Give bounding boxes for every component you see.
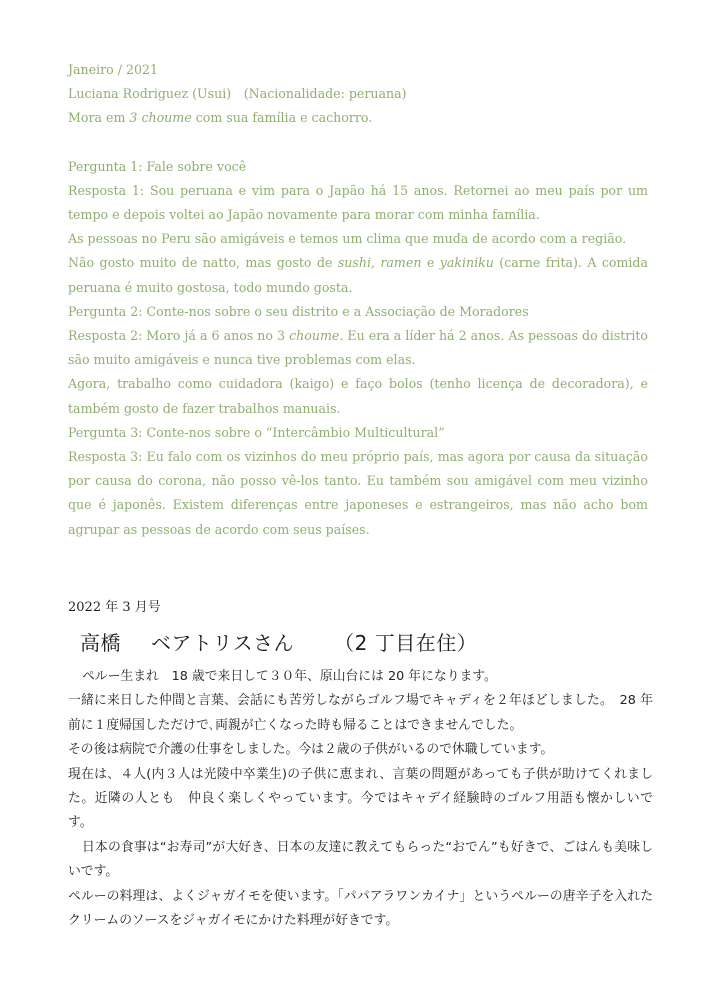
- residence-suffix: com sua família e cachorro.: [191, 110, 373, 126]
- paragraph-2: 一緒に来日した仲間と言葉、会話にも苦労しながらゴルフ場でキャディを２年ほどしました。 28 年前に１度帰国しただけで､両親が亡くなった時も帰ることはできませんでした。: [68, 693, 653, 733]
- text-run: (carne frita). A comida peruana é muito gostosa, todo mundo gosta.: [68, 255, 648, 295]
- answer-2-paragraph-1: [68, 324, 648, 372]
- residence-prefix: Mora em: [68, 110, 130, 126]
- portuguese-interview: [68, 58, 648, 542]
- interview-date: Janeiro / 2021: [68, 62, 159, 77]
- text-run: . Eu era a líder há 2 anos. As pessoas do distrito são muito amigáveis e nunca tive problemas com elas.: [68, 328, 648, 368]
- answer-3: Resposta 3: Eu falo com os vizinhos do meu próprio país, mas agora por causa da situação por causa do corona, não posso vê-los tanto. Eu também sou amigável com meu vizinho que é japonês. Existem diferenças entre japoneses e estrangeiros, mas não acho bom agrupar as pessoas de acordo com seus países.: [68, 449, 648, 537]
- text-run: Não gosto muito de natto, mas gosto de: [68, 255, 338, 271]
- food-terms: sushi, ramen: [337, 255, 422, 271]
- title-given-name: ベアトリスさん: [151, 631, 295, 655]
- residence-place: 3 choume: [129, 110, 192, 126]
- paragraph-1: ペルー生まれ 18 歳で来日して３０年、原山台には 20 年になります。: [82, 669, 497, 684]
- food-term-yakiniku: yakiniku: [439, 255, 494, 271]
- paragraph-6: ペルーの料理は、よくジャガイモを使います。「パパアラワンカイナ」というペルーの唐辛子を入れたクリームのソースをジャガイモにかけた料理が好きです。: [68, 888, 653, 929]
- question-2: Pergunta 2: Conte-nos sobre o seu distrito e a Associação de Moradores: [68, 303, 529, 319]
- issue-label: 2022 年 3 月号: [68, 600, 161, 615]
- japanese-profile-body: [68, 665, 653, 933]
- title-family-name: 高橋: [80, 631, 121, 655]
- question-1: Pergunta 1: Fale sobre você: [68, 158, 247, 174]
- text-run: e: [421, 255, 440, 271]
- paragraph-3: その後は病院で介護の仕事をしました。今は２歳の子供がいるので休職しています。: [68, 742, 554, 758]
- text-run: Resposta 2: Moro já a 6 anos no 3: [68, 328, 290, 344]
- profile-title: [80, 627, 640, 656]
- question-3: Pergunta 3: Conte-nos sobre o “Intercâmbio Multicultural”: [68, 424, 445, 440]
- answer-2-paragraph-2: Agora, trabalho como cuidadora (kaigo) e faço bolos (tenho licença de decoradora), e também gosto de fazer trabalhos manuais.: [68, 376, 648, 416]
- answer-1-paragraph-2: As pessoas no Peru são amigáveis e temos um clima que muda de acordo com a região.: [68, 231, 627, 247]
- title-residence: （2 丁目在住）: [334, 631, 478, 655]
- residence-line: [68, 106, 648, 130]
- paragraph-5: 日本の食事は“お寿司”が大好き、日本の友達に教えてもらった“おでん”も好きで、ごはんも美味しいです。: [68, 839, 653, 880]
- answer-1-paragraph-1: Resposta 1: Sou peruana e vim para o Japão há 15 anos. Retornei ao meu país por um tempo e depois voltei ao Japão novamente para morar com minha família.: [68, 182, 648, 223]
- spacer: [68, 131, 648, 155]
- answer-1-paragraph-3: [68, 251, 648, 299]
- paragraph-4: 現在は、４人(内３人は光陵中卒業生)の子供に恵まれ、言葉の問題があっても子供が助けてくれました。近隣の人とも 仲良く楽しくやっています。今ではキャデイ経験時のゴルフ用語も懐かしいです。: [68, 766, 653, 831]
- interviewee-name: Luciana Rodriguez (Usui) (Nacionalidade: peruana): [68, 86, 407, 102]
- choume-term: choume: [289, 328, 340, 344]
